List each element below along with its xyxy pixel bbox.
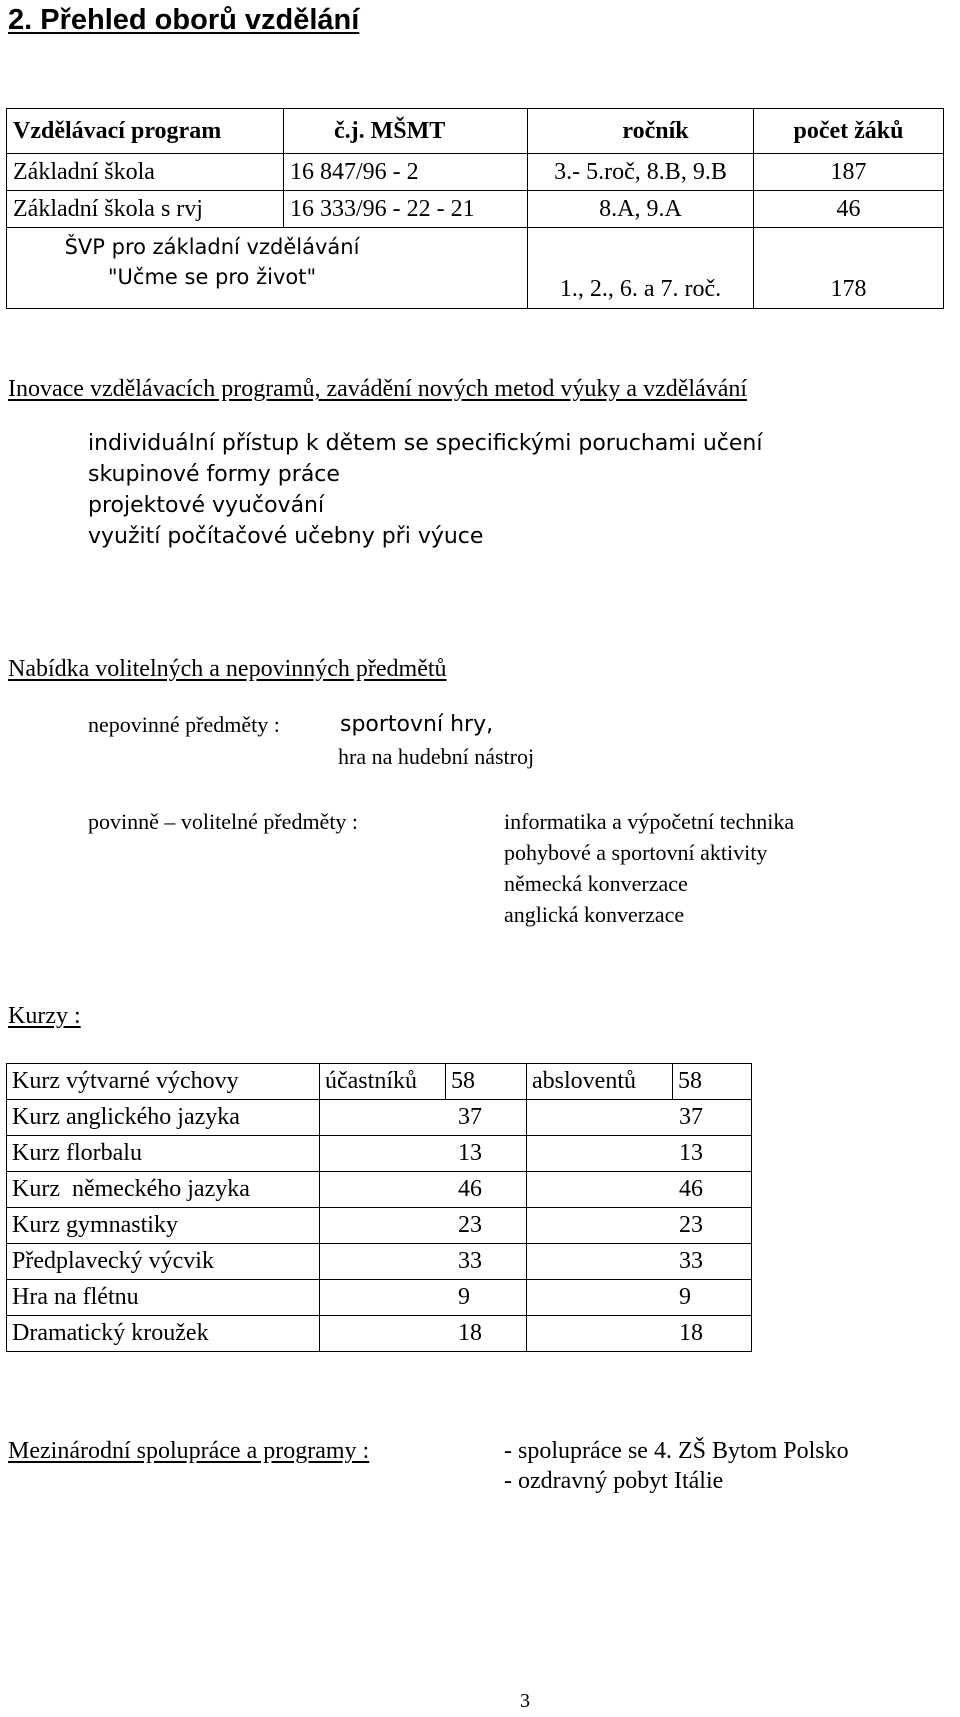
program-grade: 3.- 5.roč, 8.B, 9.B [528, 154, 754, 191]
course-name: Předplavecký výcvik [7, 1244, 320, 1280]
svp-line2: "Učme se pro život" [107, 265, 317, 289]
table-row [7, 1244, 752, 1280]
list-item: projektové vyučování [88, 493, 325, 518]
program-ref: 16 333/96 - 22 - 21 [284, 191, 528, 228]
course-name: Kurz německého jazyka [7, 1172, 320, 1208]
table-header-row [7, 109, 944, 154]
page-title: 2. Přehled oborů vzdělání [8, 4, 360, 36]
program-name: Základní škola s rvj [7, 191, 284, 228]
program-grade: 8.A, 9.A [528, 191, 754, 228]
course-participants: 18 [320, 1316, 527, 1352]
svp-program [7, 228, 528, 309]
program-table [6, 108, 944, 309]
course-graduates: 58 [673, 1064, 752, 1100]
table-row [7, 1172, 752, 1208]
international-list [504, 1436, 849, 1496]
program-ref: 16 847/96 - 2 [284, 154, 528, 191]
course-name: Dramatický kroužek [7, 1316, 320, 1352]
program-name: Základní škola [7, 154, 284, 191]
mandatory-label: povinně – volitelné předměty : [88, 809, 359, 834]
table-row [7, 1280, 752, 1316]
participants-label: účastníků [320, 1064, 446, 1100]
course-participants: 37 [320, 1100, 527, 1136]
course-name: Hra na flétnu [7, 1280, 320, 1316]
course-participants: 58 [446, 1064, 527, 1100]
course-graduates: 9 [527, 1280, 752, 1316]
courses-table [6, 1063, 752, 1352]
table-row [7, 1064, 752, 1100]
list-item: skupinové formy práce [88, 462, 340, 487]
list-item: - spolupráce se 4. ZŠ Bytom Polsko [504, 1438, 849, 1464]
international-title: Mezinárodní spolupráce a programy : [8, 1438, 370, 1464]
svp-grade: 1., 2., 6. a 7. roč. [528, 228, 754, 309]
optional-label: nepovinné předměty : [88, 712, 280, 737]
course-graduates: 13 [527, 1136, 752, 1172]
courses-title: Kurzy : [8, 1003, 81, 1029]
graduates-label: absloventů [527, 1064, 673, 1100]
table-row [7, 1208, 752, 1244]
list-item: pohybové a sportovní aktivity [504, 840, 768, 865]
innovations-title: Inovace vzdělávacích programů, zavádění nových metod výuky a vzdělávání [8, 376, 748, 402]
header-cell: počet žáků [754, 109, 944, 154]
page-number: 3 [520, 1690, 530, 1712]
mandatory-list [504, 806, 794, 930]
list-item: individuální přístup k dětem se specifickými poruchami učení [88, 431, 763, 456]
table-row [7, 1136, 752, 1172]
course-graduates: 37 [527, 1100, 752, 1136]
innovations-list [88, 428, 762, 552]
electives-title: Nabídka volitelných a nepovinných předmětů [8, 656, 447, 682]
svp-line1: ŠVP pro základní vzdělávání [64, 235, 360, 259]
list-item: - ozdravný pobyt Itálie [504, 1468, 724, 1494]
program-count: 46 [754, 191, 944, 228]
table-row [7, 1316, 752, 1352]
course-name: Kurz gymnastiky [7, 1208, 320, 1244]
course-name: Kurz výtvarné výchovy [7, 1064, 320, 1100]
header-cell: Vzdělávací program [7, 109, 284, 154]
course-participants: 33 [320, 1244, 527, 1280]
program-count: 187 [754, 154, 944, 191]
course-participants: 23 [320, 1208, 527, 1244]
table-row [7, 154, 944, 191]
list-item: využití počítačové učebny při výuce [88, 524, 484, 549]
course-participants: 9 [320, 1280, 527, 1316]
course-graduates: 33 [527, 1244, 752, 1280]
course-name: Kurz anglického jazyka [7, 1100, 320, 1136]
optional-item: sportovní hry, [340, 712, 494, 737]
header-cell: ročník [528, 109, 754, 154]
table-row [7, 191, 944, 228]
optional-item: hra na hudební nástroj [338, 744, 535, 769]
list-item: německá konverzace [504, 871, 688, 896]
list-item: informatika a výpočetní technika [504, 809, 795, 834]
table-row [7, 228, 944, 309]
course-participants: 46 [320, 1172, 527, 1208]
course-participants: 13 [320, 1136, 527, 1172]
table-row [7, 1100, 752, 1136]
header-cell: č.j. MŠMT [284, 109, 528, 154]
svp-count: 178 [754, 228, 944, 309]
course-graduates: 18 [527, 1316, 752, 1352]
course-graduates: 23 [527, 1208, 752, 1244]
list-item: anglická konverzace [504, 902, 685, 927]
course-name: Kurz florbalu [7, 1136, 320, 1172]
course-graduates: 46 [527, 1172, 752, 1208]
